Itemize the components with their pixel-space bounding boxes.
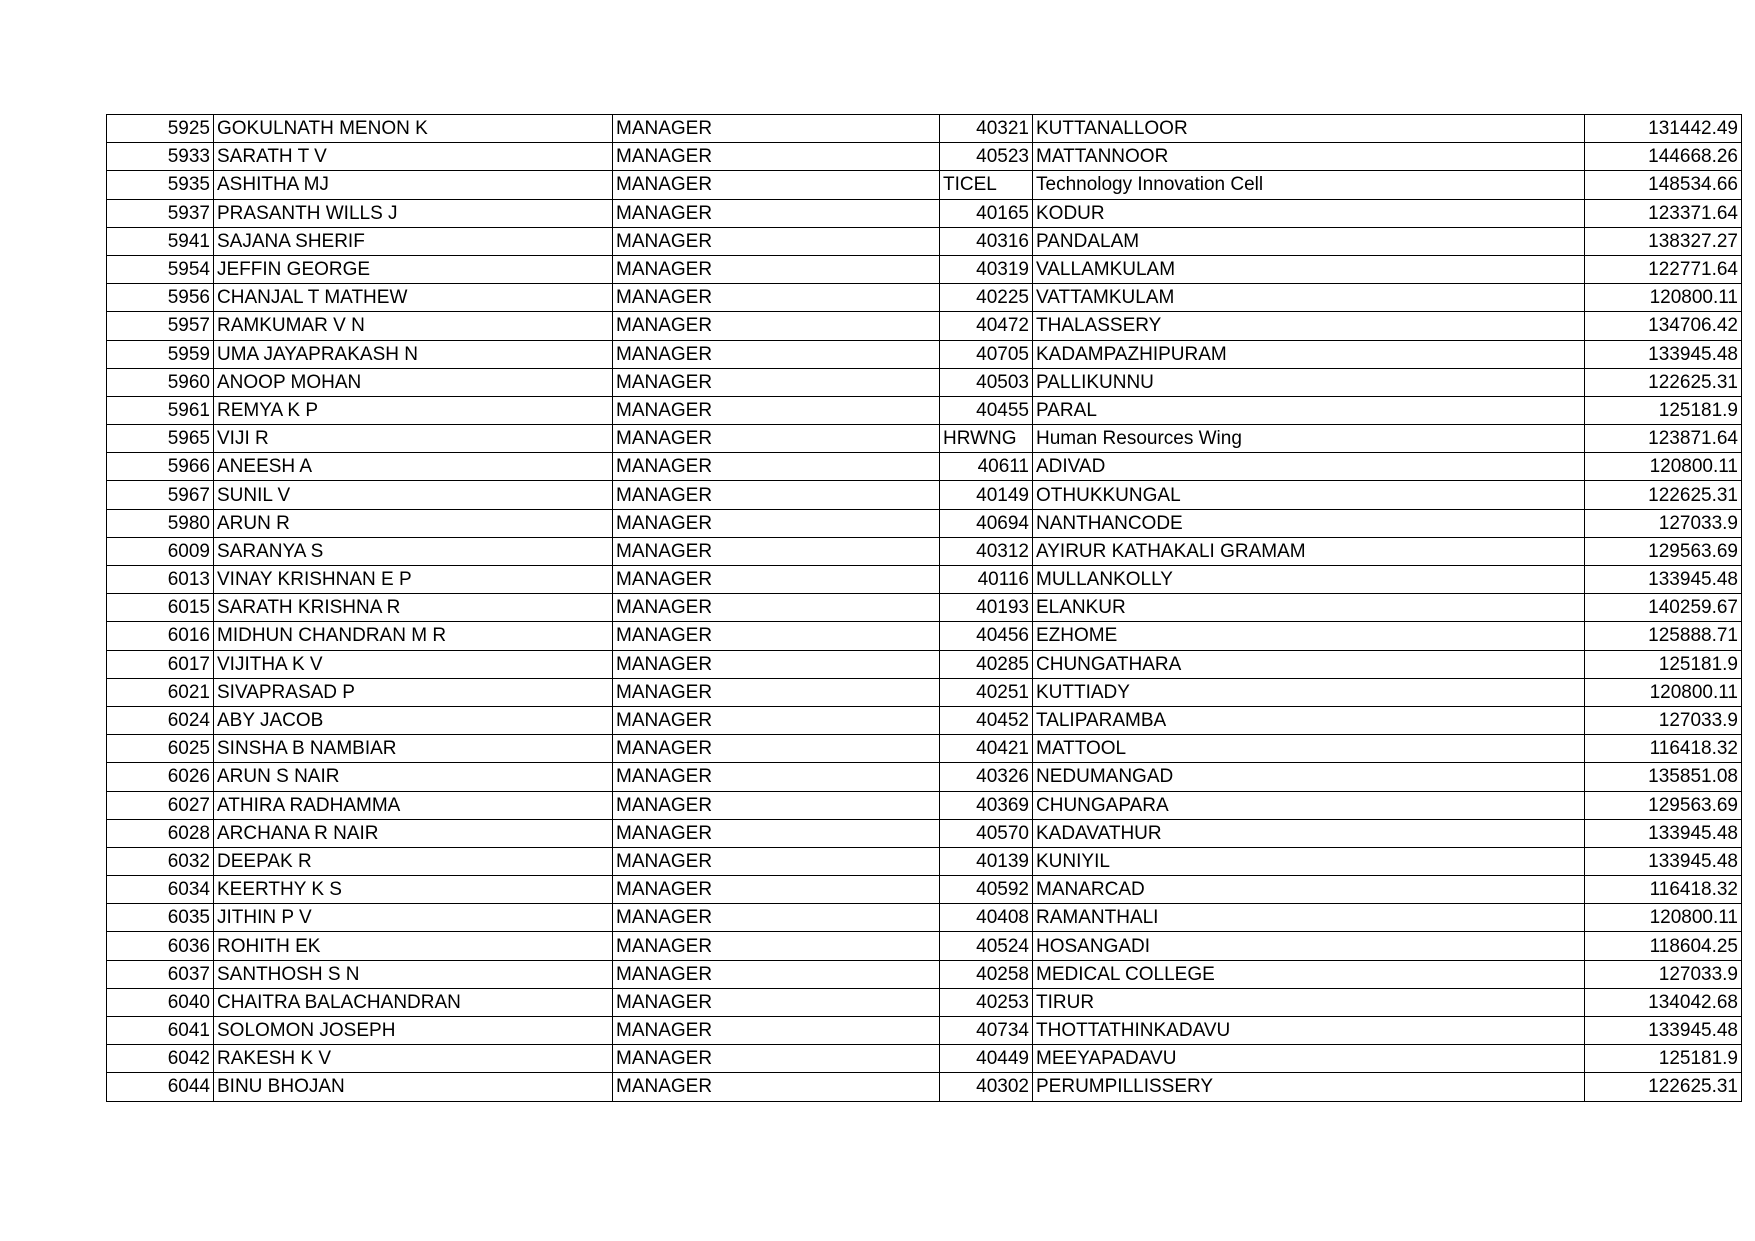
- cell-office-name: KUTTANALLOOR: [1033, 115, 1585, 143]
- cell-emp-id: 5925: [107, 115, 214, 143]
- cell-amount: 120800.11: [1585, 284, 1742, 312]
- cell-designation: MANAGER: [613, 650, 940, 678]
- cell-amount: 116418.32: [1585, 876, 1742, 904]
- cell-office-code: 40285: [940, 650, 1033, 678]
- cell-name: CHANJAL T MATHEW: [214, 284, 613, 312]
- cell-office-code: 40452: [940, 706, 1033, 734]
- cell-office-name: CHUNGATHARA: [1033, 650, 1585, 678]
- table-row: [107, 904, 1742, 932]
- cell-designation: MANAGER: [613, 932, 940, 960]
- cell-designation: MANAGER: [613, 904, 940, 932]
- cell-office-name: KODUR: [1033, 199, 1585, 227]
- cell-emp-id: 6034: [107, 876, 214, 904]
- cell-office-code: 40326: [940, 763, 1033, 791]
- table-row: [107, 368, 1742, 396]
- cell-office-code: 40149: [940, 481, 1033, 509]
- cell-designation: MANAGER: [613, 706, 940, 734]
- cell-amount: 125888.71: [1585, 622, 1742, 650]
- cell-amount: 118604.25: [1585, 932, 1742, 960]
- table-row: [107, 566, 1742, 594]
- cell-office-name: THALASSERY: [1033, 312, 1585, 340]
- table-row: [107, 340, 1742, 368]
- table-row: [107, 791, 1742, 819]
- cell-name: SARATH KRISHNA R: [214, 594, 613, 622]
- cell-amount: 133945.48: [1585, 847, 1742, 875]
- cell-designation: MANAGER: [613, 115, 940, 143]
- cell-emp-id: 5935: [107, 171, 214, 199]
- cell-office-name: ADIVAD: [1033, 453, 1585, 481]
- cell-office-code: 40319: [940, 255, 1033, 283]
- cell-office-code: 40408: [940, 904, 1033, 932]
- cell-office-code: 40611: [940, 453, 1033, 481]
- cell-name: PRASANTH WILLS J: [214, 199, 613, 227]
- cell-name: GOKULNATH MENON K: [214, 115, 613, 143]
- cell-emp-id: 5980: [107, 509, 214, 537]
- cell-designation: MANAGER: [613, 1017, 940, 1045]
- cell-name: SARANYA S: [214, 537, 613, 565]
- cell-amount: 127033.9: [1585, 960, 1742, 988]
- cell-office-name: Technology Innovation Cell: [1033, 171, 1585, 199]
- cell-name: ANEESH A: [214, 453, 613, 481]
- employee-table: [106, 114, 1742, 1102]
- cell-emp-id: 5957: [107, 312, 214, 340]
- table-row: [107, 509, 1742, 537]
- cell-emp-id: 5966: [107, 453, 214, 481]
- cell-name: JEFFIN GEORGE: [214, 255, 613, 283]
- cell-office-name: KADAVATHUR: [1033, 819, 1585, 847]
- cell-name: REMYA K P: [214, 396, 613, 424]
- cell-name: ANOOP MOHAN: [214, 368, 613, 396]
- cell-designation: MANAGER: [613, 453, 940, 481]
- cell-designation: MANAGER: [613, 143, 940, 171]
- cell-office-code: TICEL: [940, 171, 1033, 199]
- cell-amount: 125181.9: [1585, 1045, 1742, 1073]
- table-row: [107, 481, 1742, 509]
- cell-emp-id: 6035: [107, 904, 214, 932]
- cell-designation: MANAGER: [613, 227, 940, 255]
- cell-designation: MANAGER: [613, 481, 940, 509]
- cell-office-name: TALIPARAMBA: [1033, 706, 1585, 734]
- cell-designation: MANAGER: [613, 960, 940, 988]
- cell-emp-id: 5941: [107, 227, 214, 255]
- cell-designation: MANAGER: [613, 819, 940, 847]
- cell-office-code: 40472: [940, 312, 1033, 340]
- cell-designation: MANAGER: [613, 791, 940, 819]
- cell-office-name: EZHOME: [1033, 622, 1585, 650]
- cell-emp-id: 5933: [107, 143, 214, 171]
- table-row: [107, 425, 1742, 453]
- cell-amount: 133945.48: [1585, 340, 1742, 368]
- cell-emp-id: 6016: [107, 622, 214, 650]
- cell-designation: MANAGER: [613, 678, 940, 706]
- cell-name: ROHITH EK: [214, 932, 613, 960]
- cell-name: SAJANA SHERIF: [214, 227, 613, 255]
- table-row: [107, 960, 1742, 988]
- cell-amount: 129563.69: [1585, 537, 1742, 565]
- table-row: [107, 143, 1742, 171]
- cell-emp-id: 5954: [107, 255, 214, 283]
- cell-amount: 122771.64: [1585, 255, 1742, 283]
- cell-office-name: MEDICAL COLLEGE: [1033, 960, 1585, 988]
- cell-name: SARATH T V: [214, 143, 613, 171]
- cell-amount: 129563.69: [1585, 791, 1742, 819]
- cell-office-code: 40312: [940, 537, 1033, 565]
- table-row: [107, 735, 1742, 763]
- cell-office-code: 40456: [940, 622, 1033, 650]
- cell-designation: MANAGER: [613, 199, 940, 227]
- cell-office-name: NEDUMANGAD: [1033, 763, 1585, 791]
- cell-office-name: KUTTIADY: [1033, 678, 1585, 706]
- cell-designation: MANAGER: [613, 1045, 940, 1073]
- cell-name: SINSHA B NAMBIAR: [214, 735, 613, 763]
- cell-name: RAMKUMAR V N: [214, 312, 613, 340]
- cell-emp-id: 6037: [107, 960, 214, 988]
- cell-office-code: 40734: [940, 1017, 1033, 1045]
- cell-office-code: 40302: [940, 1073, 1033, 1101]
- cell-emp-id: 5937: [107, 199, 214, 227]
- cell-emp-id: 5967: [107, 481, 214, 509]
- cell-amount: 144668.26: [1585, 143, 1742, 171]
- table-row: [107, 847, 1742, 875]
- cell-amount: 125181.9: [1585, 396, 1742, 424]
- cell-office-name: PERUMPILLISSERY: [1033, 1073, 1585, 1101]
- cell-office-code: 40570: [940, 819, 1033, 847]
- cell-name: DEEPAK R: [214, 847, 613, 875]
- table-row: [107, 763, 1742, 791]
- cell-designation: MANAGER: [613, 425, 940, 453]
- cell-office-name: VALLAMKULAM: [1033, 255, 1585, 283]
- table-row: [107, 227, 1742, 255]
- table-row: [107, 1045, 1742, 1073]
- cell-office-code: 40258: [940, 960, 1033, 988]
- cell-name: SOLOMON JOSEPH: [214, 1017, 613, 1045]
- cell-designation: MANAGER: [613, 594, 940, 622]
- cell-designation: MANAGER: [613, 171, 940, 199]
- cell-office-code: 40503: [940, 368, 1033, 396]
- cell-amount: 116418.32: [1585, 735, 1742, 763]
- cell-office-code: 40449: [940, 1045, 1033, 1073]
- cell-office-name: OTHUKKUNGAL: [1033, 481, 1585, 509]
- cell-office-name: MEEYAPADAVU: [1033, 1045, 1585, 1073]
- cell-amount: 120800.11: [1585, 904, 1742, 932]
- table-row: [107, 453, 1742, 481]
- cell-emp-id: 5959: [107, 340, 214, 368]
- cell-office-code: 40251: [940, 678, 1033, 706]
- cell-emp-id: 6026: [107, 763, 214, 791]
- cell-emp-id: 6013: [107, 566, 214, 594]
- cell-emp-id: 6028: [107, 819, 214, 847]
- cell-amount: 127033.9: [1585, 509, 1742, 537]
- cell-emp-id: 6017: [107, 650, 214, 678]
- cell-amount: 135851.08: [1585, 763, 1742, 791]
- table-row: [107, 1073, 1742, 1101]
- cell-designation: MANAGER: [613, 396, 940, 424]
- cell-office-name: THOTTATHINKADAVU: [1033, 1017, 1585, 1045]
- table-row: [107, 650, 1742, 678]
- table-row: [107, 284, 1742, 312]
- cell-office-name: KADAMPAZHIPURAM: [1033, 340, 1585, 368]
- cell-office-code: 40225: [940, 284, 1033, 312]
- cell-name: ARCHANA R NAIR: [214, 819, 613, 847]
- cell-emp-id: 5956: [107, 284, 214, 312]
- cell-name: ARUN R: [214, 509, 613, 537]
- cell-office-name: TIRUR: [1033, 988, 1585, 1016]
- table-row: [107, 876, 1742, 904]
- cell-name: CHAITRA BALACHANDRAN: [214, 988, 613, 1016]
- cell-office-name: NANTHANCODE: [1033, 509, 1585, 537]
- cell-amount: 123371.64: [1585, 199, 1742, 227]
- table-row: [107, 678, 1742, 706]
- cell-office-name: Human Resources Wing: [1033, 425, 1585, 453]
- cell-designation: MANAGER: [613, 255, 940, 283]
- cell-name: ATHIRA RADHAMMA: [214, 791, 613, 819]
- cell-name: ARUN S NAIR: [214, 763, 613, 791]
- cell-emp-id: 6036: [107, 932, 214, 960]
- table-row: [107, 706, 1742, 734]
- cell-office-code: 40116: [940, 566, 1033, 594]
- cell-office-code: 40321: [940, 115, 1033, 143]
- table-body: [107, 115, 1742, 1102]
- cell-office-name: PALLIKUNNU: [1033, 368, 1585, 396]
- cell-office-name: VATTAMKULAM: [1033, 284, 1585, 312]
- cell-designation: MANAGER: [613, 988, 940, 1016]
- cell-designation: MANAGER: [613, 1073, 940, 1101]
- cell-designation: MANAGER: [613, 537, 940, 565]
- cell-office-code: 40524: [940, 932, 1033, 960]
- cell-emp-id: 6042: [107, 1045, 214, 1073]
- cell-amount: 120800.11: [1585, 678, 1742, 706]
- cell-office-code: 40421: [940, 735, 1033, 763]
- table-row: [107, 1017, 1742, 1045]
- cell-designation: MANAGER: [613, 735, 940, 763]
- cell-emp-id: 6015: [107, 594, 214, 622]
- cell-amount: 127033.9: [1585, 706, 1742, 734]
- cell-name: ABY JACOB: [214, 706, 613, 734]
- cell-office-name: MATTANNOOR: [1033, 143, 1585, 171]
- cell-designation: MANAGER: [613, 284, 940, 312]
- cell-amount: 134042.68: [1585, 988, 1742, 1016]
- table-row: [107, 255, 1742, 283]
- cell-amount: 122625.31: [1585, 481, 1742, 509]
- cell-name: VIJI R: [214, 425, 613, 453]
- cell-emp-id: 6021: [107, 678, 214, 706]
- cell-office-code: 40694: [940, 509, 1033, 537]
- cell-office-name: MANARCAD: [1033, 876, 1585, 904]
- cell-amount: 123871.64: [1585, 425, 1742, 453]
- cell-amount: 140259.67: [1585, 594, 1742, 622]
- table-row: [107, 988, 1742, 1016]
- cell-designation: MANAGER: [613, 847, 940, 875]
- cell-amount: 133945.48: [1585, 566, 1742, 594]
- cell-emp-id: 5961: [107, 396, 214, 424]
- cell-office-name: MATTOOL: [1033, 735, 1585, 763]
- cell-office-code: 40705: [940, 340, 1033, 368]
- cell-amount: 133945.48: [1585, 819, 1742, 847]
- cell-designation: MANAGER: [613, 622, 940, 650]
- table-row: [107, 932, 1742, 960]
- table-row: [107, 171, 1742, 199]
- cell-office-code: 40165: [940, 199, 1033, 227]
- table-row: [107, 199, 1742, 227]
- cell-emp-id: 6032: [107, 847, 214, 875]
- cell-office-code: 40139: [940, 847, 1033, 875]
- cell-office-name: CHUNGAPARA: [1033, 791, 1585, 819]
- cell-emp-id: 6009: [107, 537, 214, 565]
- cell-emp-id: 5960: [107, 368, 214, 396]
- cell-name: RAKESH K V: [214, 1045, 613, 1073]
- cell-office-code: HRWNG: [940, 425, 1033, 453]
- cell-amount: 122625.31: [1585, 1073, 1742, 1101]
- table-row: [107, 115, 1742, 143]
- cell-name: SANTHOSH S N: [214, 960, 613, 988]
- cell-name: JITHIN P V: [214, 904, 613, 932]
- cell-amount: 122625.31: [1585, 368, 1742, 396]
- cell-name: VIJITHA K V: [214, 650, 613, 678]
- cell-designation: MANAGER: [613, 312, 940, 340]
- cell-office-code: 40253: [940, 988, 1033, 1016]
- cell-name: BINU BHOJAN: [214, 1073, 613, 1101]
- cell-amount: 134706.42: [1585, 312, 1742, 340]
- table-row: [107, 819, 1742, 847]
- cell-office-name: ELANKUR: [1033, 594, 1585, 622]
- cell-name: VINAY KRISHNAN E P: [214, 566, 613, 594]
- cell-office-name: RAMANTHALI: [1033, 904, 1585, 932]
- cell-office-name: HOSANGADI: [1033, 932, 1585, 960]
- cell-office-code: 40592: [940, 876, 1033, 904]
- cell-name: UMA JAYAPRAKASH N: [214, 340, 613, 368]
- cell-emp-id: 6044: [107, 1073, 214, 1101]
- table-row: [107, 594, 1742, 622]
- cell-office-code: 40369: [940, 791, 1033, 819]
- cell-amount: 138327.27: [1585, 227, 1742, 255]
- cell-name: ASHITHA MJ: [214, 171, 613, 199]
- cell-office-name: MULLANKOLLY: [1033, 566, 1585, 594]
- cell-name: KEERTHY K S: [214, 876, 613, 904]
- cell-emp-id: 6040: [107, 988, 214, 1016]
- cell-emp-id: 6027: [107, 791, 214, 819]
- cell-designation: MANAGER: [613, 368, 940, 396]
- cell-office-name: KUNIYIL: [1033, 847, 1585, 875]
- cell-amount: 120800.11: [1585, 453, 1742, 481]
- cell-office-code: 40193: [940, 594, 1033, 622]
- cell-amount: 133945.48: [1585, 1017, 1742, 1045]
- cell-name: MIDHUN CHANDRAN M R: [214, 622, 613, 650]
- table-row: [107, 396, 1742, 424]
- table-row: [107, 537, 1742, 565]
- cell-amount: 148534.66: [1585, 171, 1742, 199]
- cell-designation: MANAGER: [613, 763, 940, 791]
- cell-designation: MANAGER: [613, 566, 940, 594]
- cell-amount: 125181.9: [1585, 650, 1742, 678]
- cell-emp-id: 6041: [107, 1017, 214, 1045]
- cell-name: SIVAPRASAD P: [214, 678, 613, 706]
- cell-designation: MANAGER: [613, 876, 940, 904]
- cell-office-name: PARAL: [1033, 396, 1585, 424]
- cell-emp-id: 6025: [107, 735, 214, 763]
- cell-emp-id: 5965: [107, 425, 214, 453]
- cell-office-code: 40316: [940, 227, 1033, 255]
- cell-amount: 131442.49: [1585, 115, 1742, 143]
- cell-designation: MANAGER: [613, 509, 940, 537]
- cell-office-code: 40523: [940, 143, 1033, 171]
- cell-office-code: 40455: [940, 396, 1033, 424]
- table-row: [107, 622, 1742, 650]
- cell-office-name: PANDALAM: [1033, 227, 1585, 255]
- cell-name: SUNIL V: [214, 481, 613, 509]
- table-row: [107, 312, 1742, 340]
- cell-emp-id: 6024: [107, 706, 214, 734]
- cell-office-name: AYIRUR KATHAKALI GRAMAM: [1033, 537, 1585, 565]
- cell-designation: MANAGER: [613, 340, 940, 368]
